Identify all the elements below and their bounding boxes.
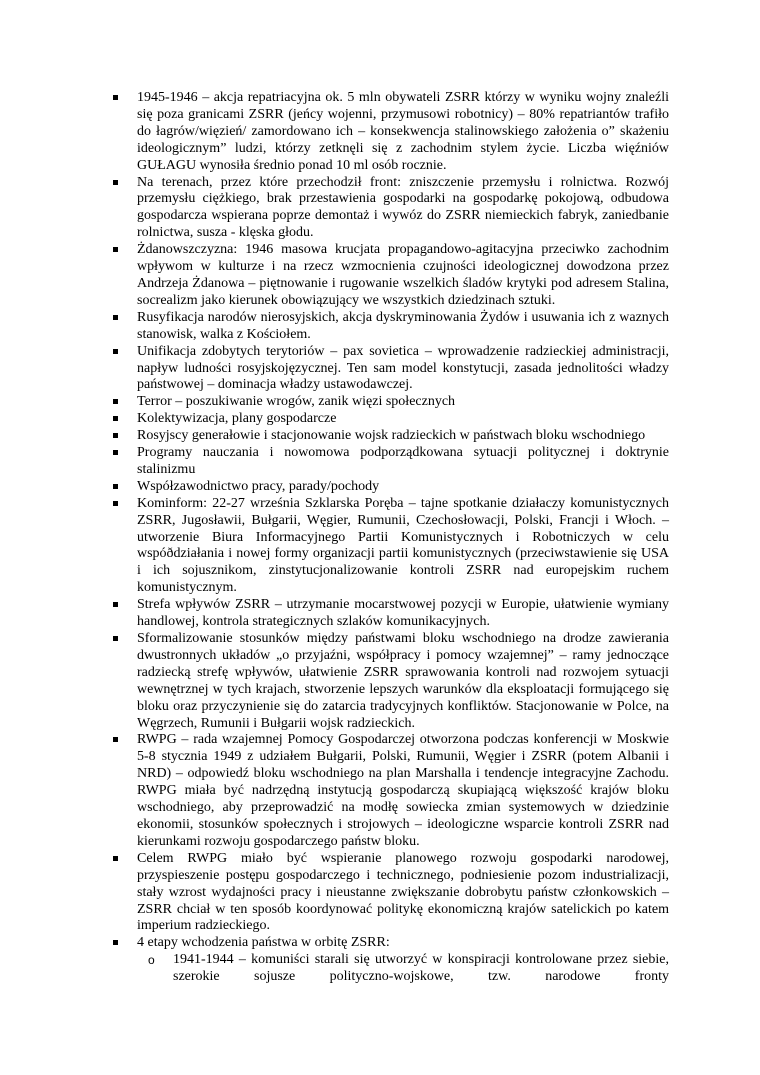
list-item-with-subitems — [112, 935, 669, 986]
list-item: Rusyfikacja narodów nierosyjskich, akcja dyskryminowania Żydów i usuwania ich z waznych stanowisk, walka z Kościołem. — [112, 310, 669, 344]
list-item: Rosyjscy generałowie i stacjonowanie wojsk radzieckich w państwach bloku wschodniego — [112, 428, 669, 445]
list-item: RWPG – rada wzajemnej Pomocy Gospodarczej otworzona podczas konferencji w Moskwie 5-8 stycznia 1949 z udziałem Bułgarii, Polski, Rumunii, Węgier i ZSRR (potem Albanii i NRD) – odpowiedź bloku wschodniego na plan Marshalla i tendencje integracyjne Zachodu. RWPG miała być nadrzędną instytucją gospodarczą skupiającą większość krajów bloku wschodniego, aby przeprowadzić na modłę sowiecka zmian systemowych w dziedzinie ekonomii, stosunków społecznych i strojowych – ideologiczne wsparcie kontroli ZSRR nad kierunkami rozwoju gospodarczego państw bloku. — [112, 732, 669, 850]
list-item: Kominform: 22-27 września Szklarska Poręba – tajne spotkanie działaczy komunistycznych ZSRR, Jugosławii, Bułgarii, Węgier, Rumunii, Czechosłowacji, Polski, Francji i Włoch. – utworzenie Biura Informacyjnego Partii Komunistycznych i Robotniczych w celu wspóðdziałania i nowej formy organizacji partii komunistycznych (przeciwstawienie się USA i ich sojusznikom, zinstytucjonalizowanie kontroli ZSRR nad europejskim ruchem komunistycznym. — [112, 496, 669, 597]
list-item: Żdanowszczyzna: 1946 masowa krucjata propagandowo-agitacyjna przeciwko zachodnim wpływom w kulturze i na rzecz wzmocnienia czujności ideologicznej dowodzona przez Andrzeja Żdanowa – piętnowanie i rugowanie wszelkich śladów krytyki pod adresem Stalina, socrealizm jako kierunek obowiązujący we wszystkich dziedzinach sztuki. — [112, 242, 669, 310]
list-item: Współzawodnictwo pracy, parady/pochody — [112, 479, 669, 496]
list-item: 1945-1946 – akcja repatriacyjna ok. 5 mln obywateli ZSRR którzy w wyniku wojny znaleźli się poza granicami ZSRR (jeńcy wojenni, przymusowi robotnicy) – 80% repatriantów trafiło do łagrów/więzień/ zamordowano ich – konsekwencja stalinowskiego założenia o” skażeniu ideologicznym” ludzi, którzy zetknęli się z zachodnim stylem życie. Liczba więźniów GUŁAGU wynosiła średnio ponad 10 ml osób rocznie. — [112, 90, 669, 175]
sub-list — [148, 952, 669, 986]
list-item: Programy nauczania i nowomowa podporządkowana sytuacji politycznej i doktrynie stalinizmu — [112, 445, 669, 479]
list-item-text: 4 etapy wchodzenia państwa w orbitę ZSRR: — [137, 935, 390, 951]
list-item: Sformalizowanie stosunków między państwami bloku wschodniego na drodze zawierania dwustronnych układów „o przyjaźni, współpracy i pomocy wzajemnej” – ramy jednoczące radziecką strefę wpływów, ułatwienie ZSRR sprawowania kontroli nad rozwojem sytuacji wewnętrznej w tych krajach, stworzenie lepszych warunków dla eksploatacji formującego się bloku oraz przyczynienie się do zatarcia tradycyjnych konfliktów. Stacjonowanie w Polce, na Węgrzech, Rumunii i Bułgarii wojsk radzieckich. — [112, 631, 669, 732]
sub-list-item: o 1941-1944 – komuniści starali się utworzyć w konspiracji kontrolowane przez siebie, szerokie sojusze polityczno-wojskowe, tzw. narodowe fronty — [148, 952, 669, 986]
list-item: Unifikacja zdobytych terytoriów – pax sovietica – wprowadzenie radzieckiej administracji, napływ ludności rosyjskojęzycznej. Ten sam model konstytucji, zasada jednolitości władzy państwowej – dominacja władzy ustawodawczej. — [112, 344, 669, 395]
list-item: Celem RWPG miało być wspieranie planowego rozwoju gospodarki narodowej, przyspieszenie postępu gospodarczego i technicznego, podniesienie pozom industrializacji, stały wzrost wydajności pracy i nieustanne zwiększanie dobrobytu państw członkowskich – ZSRR chciał w ten sposób koordynować politykę ekonomiczną krajów satelickich po katem imperium radzieckiego. — [112, 851, 669, 936]
list-item: Terror – poszukiwanie wrogów, zanik więzi społecznych — [112, 394, 669, 411]
list-item: Na terenach, przez które przechodził front: zniszczenie przemysłu i rolnictwa. Rozwój przemysłu ciężkiego, brak przestawienia gospodarki na gospodarkę pokojową, odbudowa gospodarcza wspierana poprze demontaż i wywóz do ZSRR niemieckich fabryk, zaniedbanie rolnictwa, susza - klęska głodu. — [112, 175, 669, 243]
list-item: Strefa wpływów ZSRR – utrzymanie mocarstwowej pozycji w Europie, ułatwienie wymiany handlowej, kontrola strategicznych szlaków komunikacyjnych. — [112, 597, 669, 631]
list-item: Kolektywizacja, plany gospodarcze — [112, 411, 669, 428]
bullet-list — [112, 90, 669, 986]
